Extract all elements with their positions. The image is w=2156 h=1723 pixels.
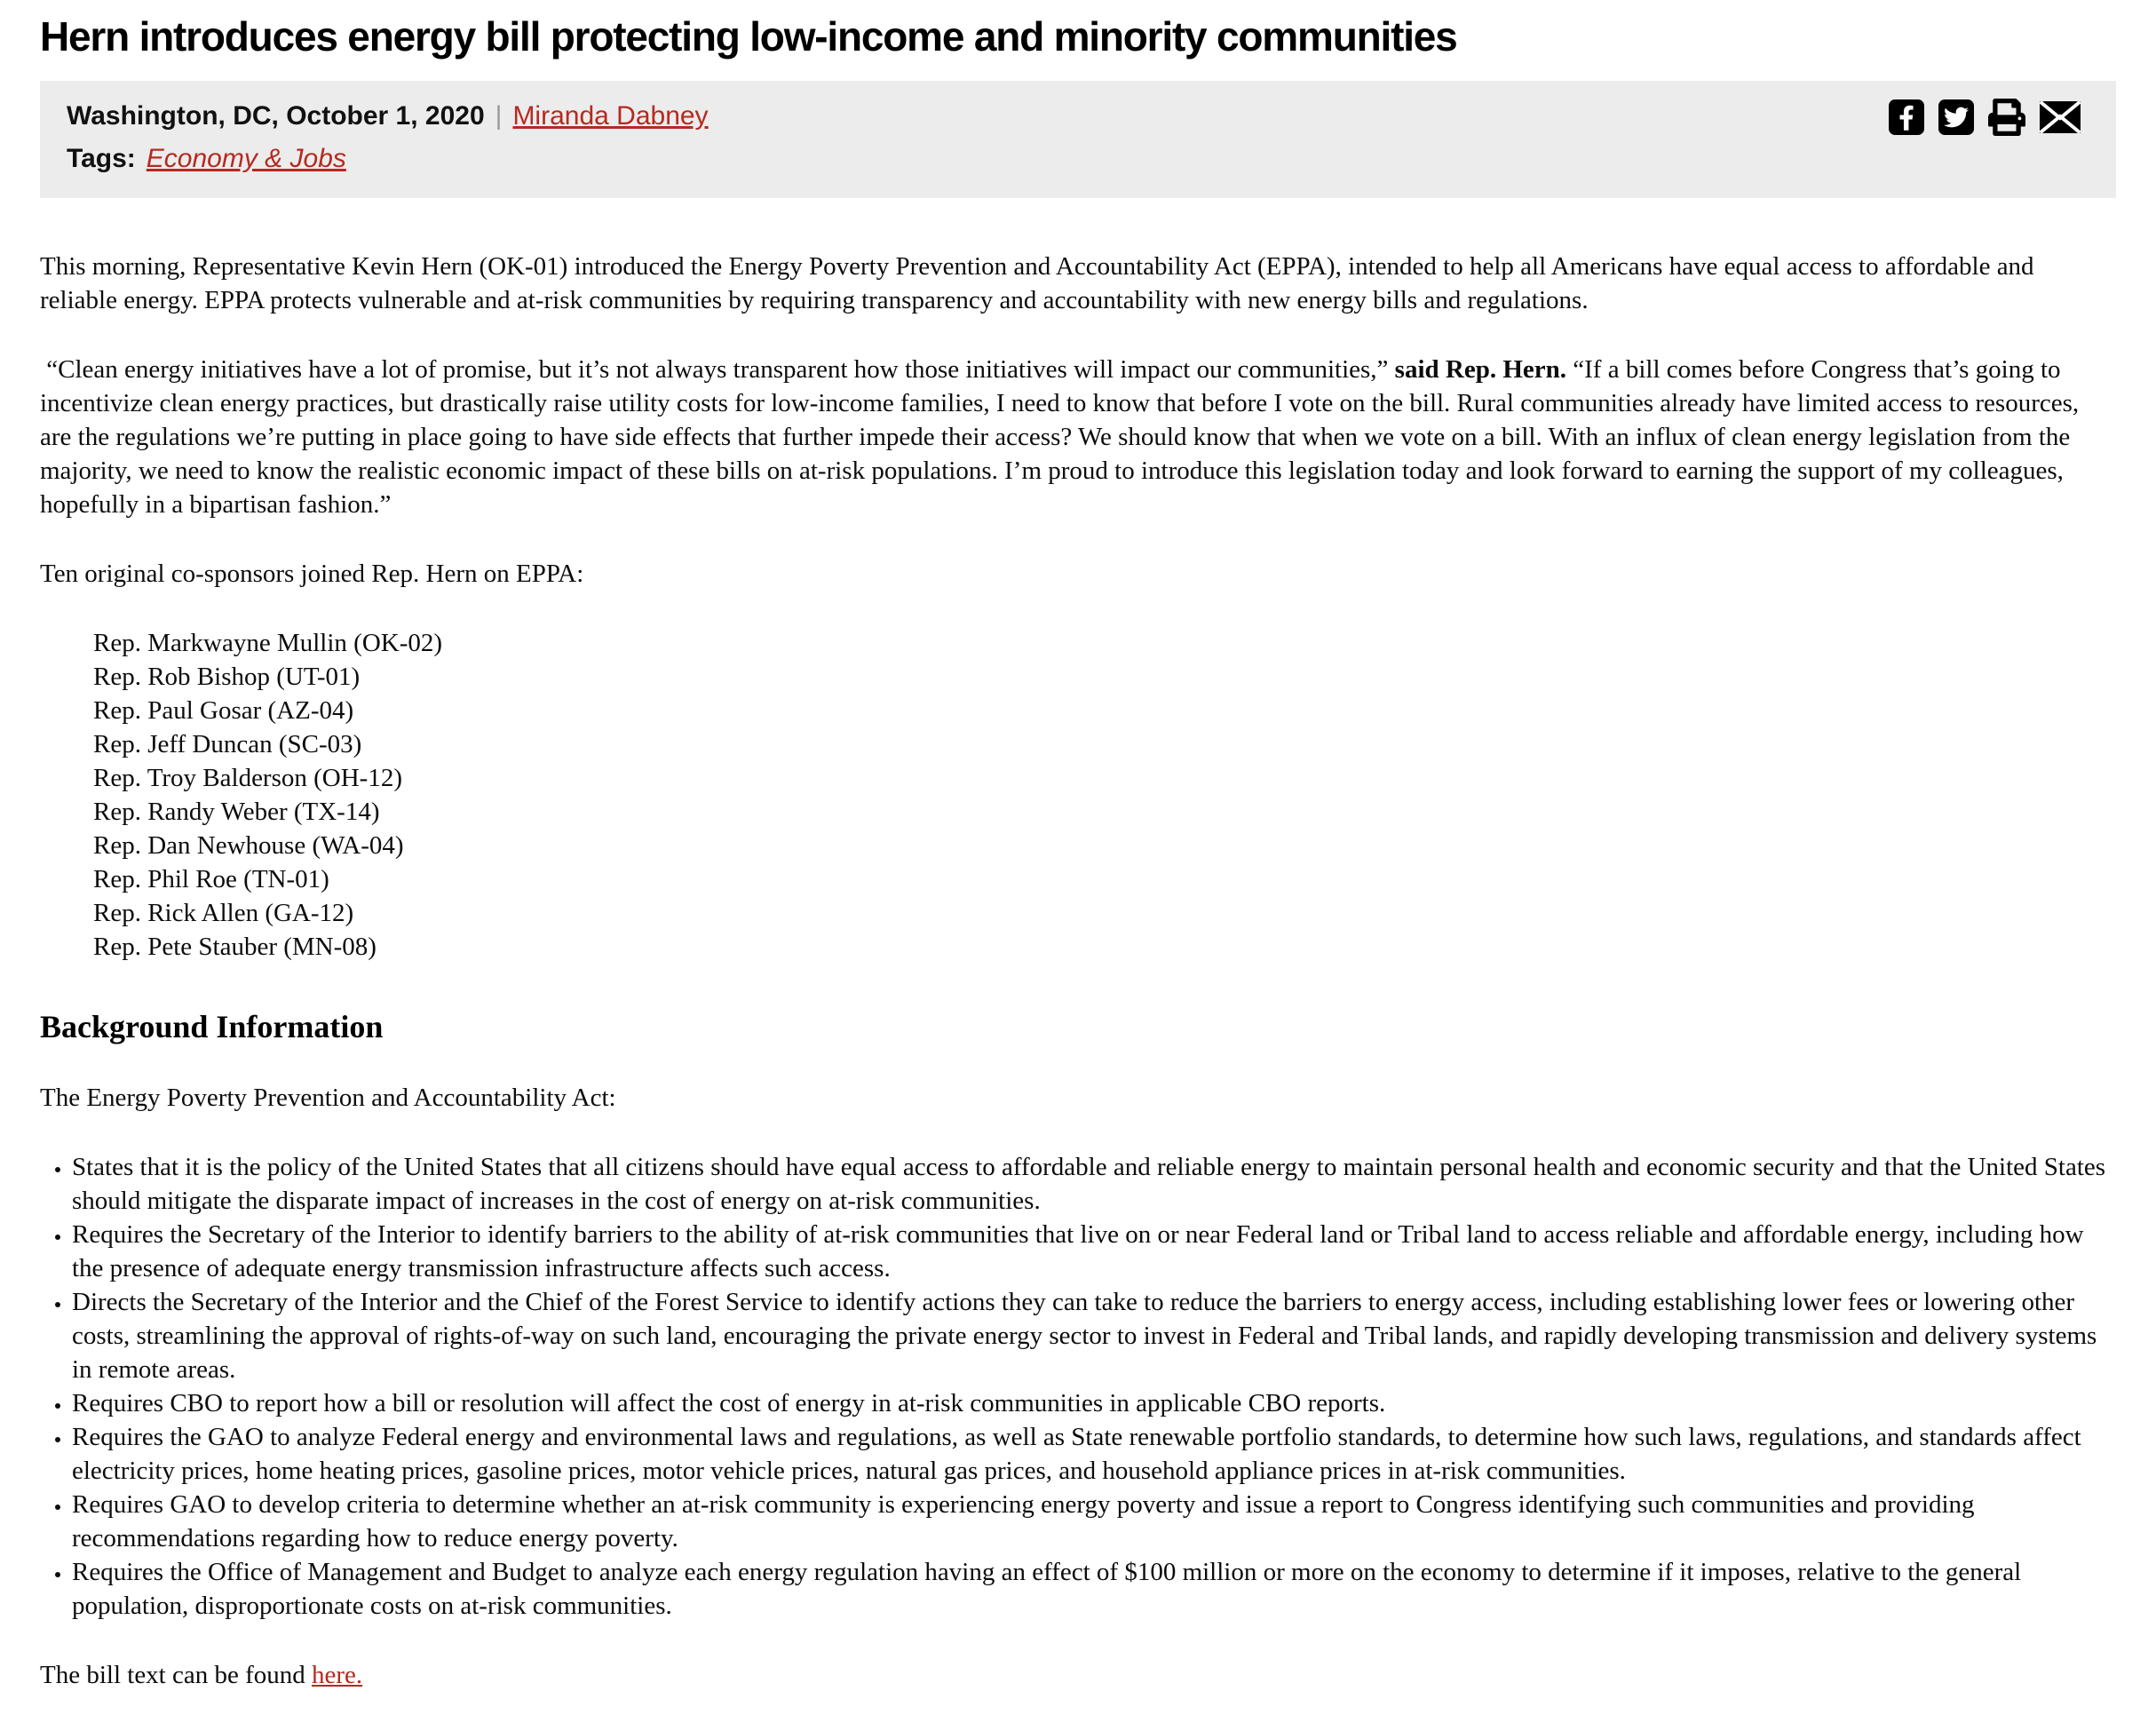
provision-item: • Requires the GAO to analyze Federal energy and environmental laws and regulations, as well as State renewable portfolio standards, to determine how such laws, regulations, and standards affect electricity prices, home heating prices, gasoline prices, motor vehicle prices, natural gas prices, and household appliance prices in at-risk communities.	[72, 1420, 2116, 1488]
facebook-share-button[interactable]	[1889, 99, 1924, 135]
bill-provisions-list	[40, 1150, 2116, 1623]
cosponsor-item: Rep. Dan Newhouse (WA-04)	[93, 830, 404, 860]
provision-item: • Requires GAO to develop criteria to determine whether an at-risk community is experiencing energy poverty and issue a report to Congress identifying such communities and providing recommendations regarding how to reduce energy poverty.	[72, 1488, 2116, 1555]
paragraph-cosponsors-lead: Ten original co-sponsors joined Rep. Hern on EPPA:	[40, 559, 584, 588]
background-intro: The Energy Poverty Prevention and Accountability Act:	[40, 1083, 616, 1112]
article-meta-bar	[40, 81, 2116, 198]
facebook-icon	[1889, 99, 1924, 135]
cosponsor-item: Rep. Phil Roe (TN-01)	[93, 864, 329, 893]
tag-link-economy-jobs[interactable]: Economy & Jobs	[146, 143, 346, 173]
closing-line	[40, 1658, 2116, 1692]
quote-text-start: “Clean energy initiatives have a lot of promise, but it’s not always transparent how those initiatives will impact our communities,”	[40, 354, 1395, 384]
cosponsor-item: Rep. Markwayne Mullin (OK-02)	[93, 628, 443, 657]
cosponsor-item: Rep. Paul Gosar (AZ-04)	[93, 695, 354, 725]
email-share-button[interactable]	[2040, 101, 2081, 133]
tags-label: Tags:	[67, 143, 136, 173]
email-icon	[2040, 101, 2081, 133]
cosponsor-item: Rep. Rob Bishop (UT-01)	[93, 662, 361, 691]
provision-item: • Requires the Office of Management and Budget to analyze each energy regulation having an effect of $100 million or more on the economy to determine if it imposes, relative to the general population, disproportionate costs on at-risk communities.	[72, 1555, 2116, 1623]
twitter-share-button[interactable]	[1938, 99, 1974, 135]
provision-item: • States that it is the policy of the United States that all citizens should have equal access to affordable and reliable energy to maintain personal health and economic security and that the United States should mitigate the disparate impact of increases in the cost of energy on at-risk communities.	[72, 1150, 2116, 1218]
print-button[interactable]	[1988, 99, 2025, 136]
cosponsor-item: Rep. Jeff Duncan (SC-03)	[93, 729, 362, 758]
article-body	[40, 250, 2116, 1692]
tags-row	[67, 141, 2089, 177]
closing-text: The bill text can be found	[40, 1660, 313, 1689]
bill-text-link[interactable]: here.	[312, 1660, 363, 1689]
quote-text-end: “If a bill comes before Congress that’s going to incentivize clean energy practices, but drastically raise utility costs for low-income families, I need to know that before I vote on the bill. Rural communities already have limited access to resources, are the regulations we’re putting in place going to have side effects that further impede their access? We should know that when we vote on a bill. With an influx of clean energy legislation from the majority, we need to know the realistic economic impact of these bills on at-risk populations. I’m proud to introduce this legislation today and look forward to earning the support of my colleagues, hopefully in a bipartisan fashion.”	[40, 354, 2086, 519]
cosponsor-item: Rep. Rick Allen (GA-12)	[93, 898, 354, 927]
provision-item: • Directs the Secretary of the Interior and the Chief of the Forest Service to identify actions they can take to reduce the barriers to energy access, including establishing lower fees or lowering other costs, streamlining the approval of rights-of-way on such land, encouraging the private energy sector to invest in Federal and Tribal lands, and rapidly developing transmission and delivery systems in remote areas.	[72, 1285, 2116, 1386]
provision-item: • Requires the Secretary of the Interior to identify barriers to the ability of at-risk communities that live on or near Federal land or Tribal land to access reliable and affordable energy, including how the presence of adequate energy transmission infrastructure affects such access.	[72, 1218, 2116, 1285]
paragraph-quote	[40, 353, 2116, 521]
page-title: Hern introduces energy bill protecting low-income and minority communities	[40, 13, 1457, 60]
cosponsor-item: Rep. Pete Stauber (MN-08)	[93, 932, 377, 961]
cosponsors-list	[93, 626, 2116, 964]
cosponsor-item: Rep. Randy Weber (TX-14)	[93, 797, 380, 826]
paragraph-intro: This morning, Representative Kevin Hern (OK-01) introduced the Energy Poverty Prevention and Accountability Act (EPPA), intended to help all Americans have equal access to affordable and reliable energy. EPPA protects vulnerable and at-risk communities by requiring transparency and accountability with new energy bills and regulations.	[40, 251, 2041, 314]
print-icon	[1988, 99, 2025, 136]
dateline-row	[67, 99, 2089, 134]
share-buttons	[1889, 99, 2081, 136]
author-link[interactable]: Miranda Dabney	[512, 100, 709, 131]
dateline: Washington, DC, October 1, 2020	[67, 100, 485, 131]
provision-item: • Requires CBO to report how a bill or resolution will affect the cost of energy in at-risk communities in applicable CBO reports.	[72, 1386, 2116, 1420]
meta-separator: |	[495, 100, 503, 131]
quote-attribution: said Rep. Hern.	[1394, 354, 1567, 384]
background-heading: Background Information	[40, 1008, 384, 1044]
cosponsor-item: Rep. Troy Balderson (OH-12)	[93, 763, 402, 792]
twitter-icon	[1938, 99, 1974, 135]
